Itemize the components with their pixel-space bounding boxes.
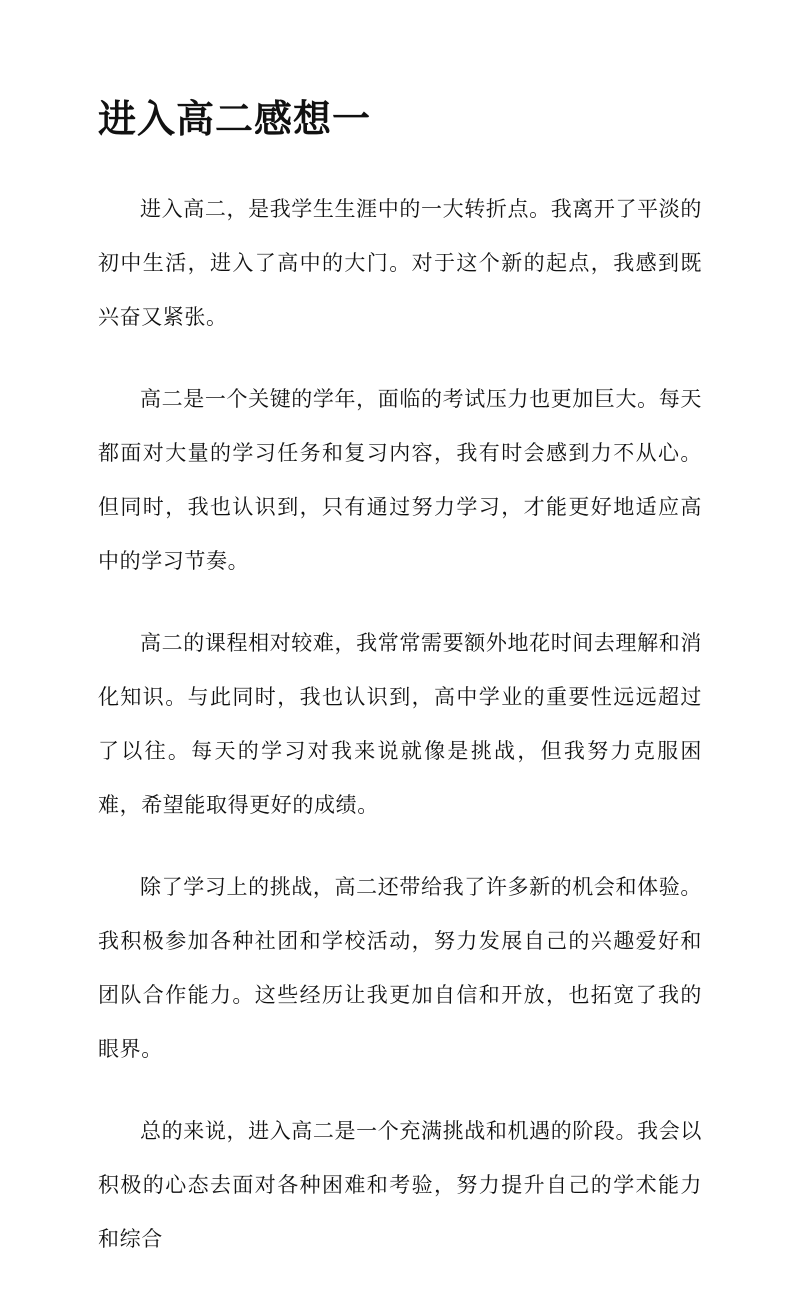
paragraph: 除了学习上的挑战，高二还带给我了许多新的机会和体验。我积极参加各种社团和学校活动，努力发展自己的兴趣爱好和团队合作能力。这些经历让我更加自信和开放，也拓宽了我的眼界。 [98, 875, 702, 1061]
document-body [98, 182, 702, 1294]
paragraph: 高二是一个关键的学年，面临的考试压力也更加巨大。每天都面对大量的学习任务和复习内容，我有时会感到力不从心。但同时，我也认识到，只有通过努力学习，才能更好地适应高中的学习节奏。 [98, 387, 702, 573]
paragraph: 高二的课程相对较难，我常常需要额外地花时间去理解和消化知识。与此同时，我也认识到，高中学业的重要性远远超过了以往。每天的学习对我来说就像是挑战，但我努力克服困难，希望能取得更好的成绩。 [98, 631, 702, 817]
document-title: 进入高二感想一 [98, 96, 372, 141]
paragraph: 总的来说，进入高二是一个充满挑战和机遇的阶段。我会以积极的心态去面对各种困难和考验，努力提升自己的学术能力和综合 [98, 1119, 702, 1251]
paragraph: 进入高二，是我学生生涯中的一大转折点。我离开了平淡的初中生活，进入了高中的大门。对于这个新的起点，我感到既兴奋又紧张。 [98, 197, 702, 329]
